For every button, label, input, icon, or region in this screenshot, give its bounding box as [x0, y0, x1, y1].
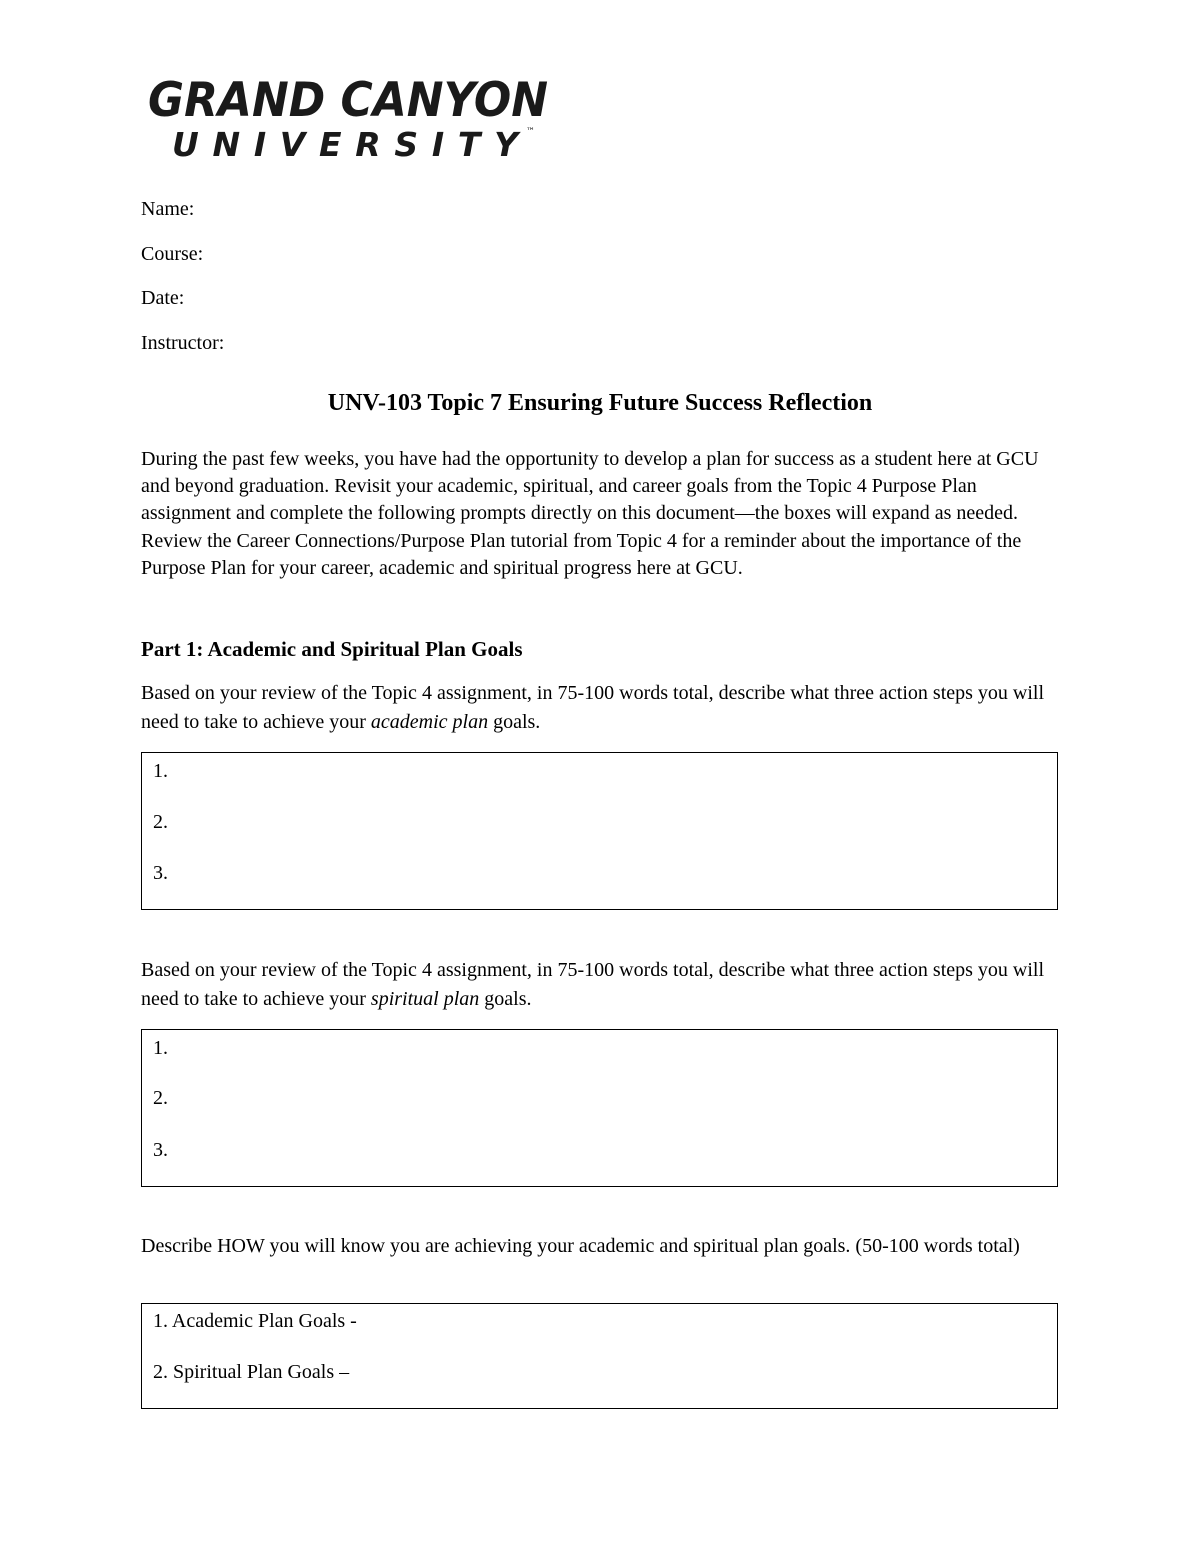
response-item-2: 2.	[153, 811, 168, 833]
university-logo	[148, 72, 558, 162]
response-item-1: 1.	[153, 760, 168, 782]
instructor-field-label: Instructor:	[141, 332, 225, 354]
spiritual-plan-prompt	[141, 956, 1071, 1014]
part-1-heading: Part 1: Academic and Spiritual Plan Goals	[141, 637, 523, 661]
how-achieving-prompt: Describe HOW you will know you are achieving your academic and spiritual plan goals. (50-100 words total)	[141, 1235, 1020, 1257]
prompt-text-end: goals.	[479, 988, 532, 1010]
spiritual-plan-response-box[interactable]	[141, 1029, 1058, 1187]
document-title: UNV-103 Topic 7 Ensuring Future Success Reflection	[327, 390, 873, 416]
response-item-2: 2.	[153, 1087, 168, 1109]
date-field-label: Date:	[141, 287, 185, 309]
spiritual-goals-item: 2. Spiritual Plan Goals –	[153, 1361, 350, 1383]
name-field-label: Name:	[141, 198, 195, 220]
logo-line-1: GRAND CANYON	[148, 73, 548, 128]
prompt-text: Based on your review of the Topic 4 assignment, in 75-100 words total, describe what three action steps you will need to take to achieve your	[141, 682, 1045, 733]
academic-goals-item: 1. Academic Plan Goals -	[153, 1310, 357, 1332]
how-achieving-response-box[interactable]	[141, 1303, 1058, 1409]
response-item-1: 1.	[153, 1037, 168, 1059]
prompt-emphasis: spiritual plan	[370, 988, 480, 1010]
academic-plan-response-box[interactable]	[141, 752, 1058, 910]
prompt-text: Based on your review of the Topic 4 assignment, in 75-100 words total, describe what three action steps you will need to take to achieve your	[141, 959, 1045, 1010]
trademark-mark: ™	[526, 127, 535, 137]
course-field-label: Course:	[141, 243, 204, 265]
prompt-emphasis: academic plan	[370, 711, 489, 733]
response-item-3: 3.	[153, 1139, 168, 1161]
response-item-3: 3.	[153, 862, 168, 884]
logo-line-2: UNIVERSITY	[172, 125, 518, 162]
academic-plan-prompt	[141, 679, 1071, 737]
prompt-text-end: goals.	[488, 711, 541, 733]
intro-paragraph: During the past few weeks, you have had the opportunity to develop a plan for success as a student here at GCU and beyond graduation. Revisit your academic, spiritual, and career goals from the Topic 4 Purpose Plan assignment and complete the following prompts directly on this document—the boxes will expand as needed. Review the Career Connections/Purpose Plan tutorial from Topic 4 for a reminder about the importance of the Purpose Plan for your career, academic and spiritual progress here at GCU.	[141, 448, 1039, 579]
